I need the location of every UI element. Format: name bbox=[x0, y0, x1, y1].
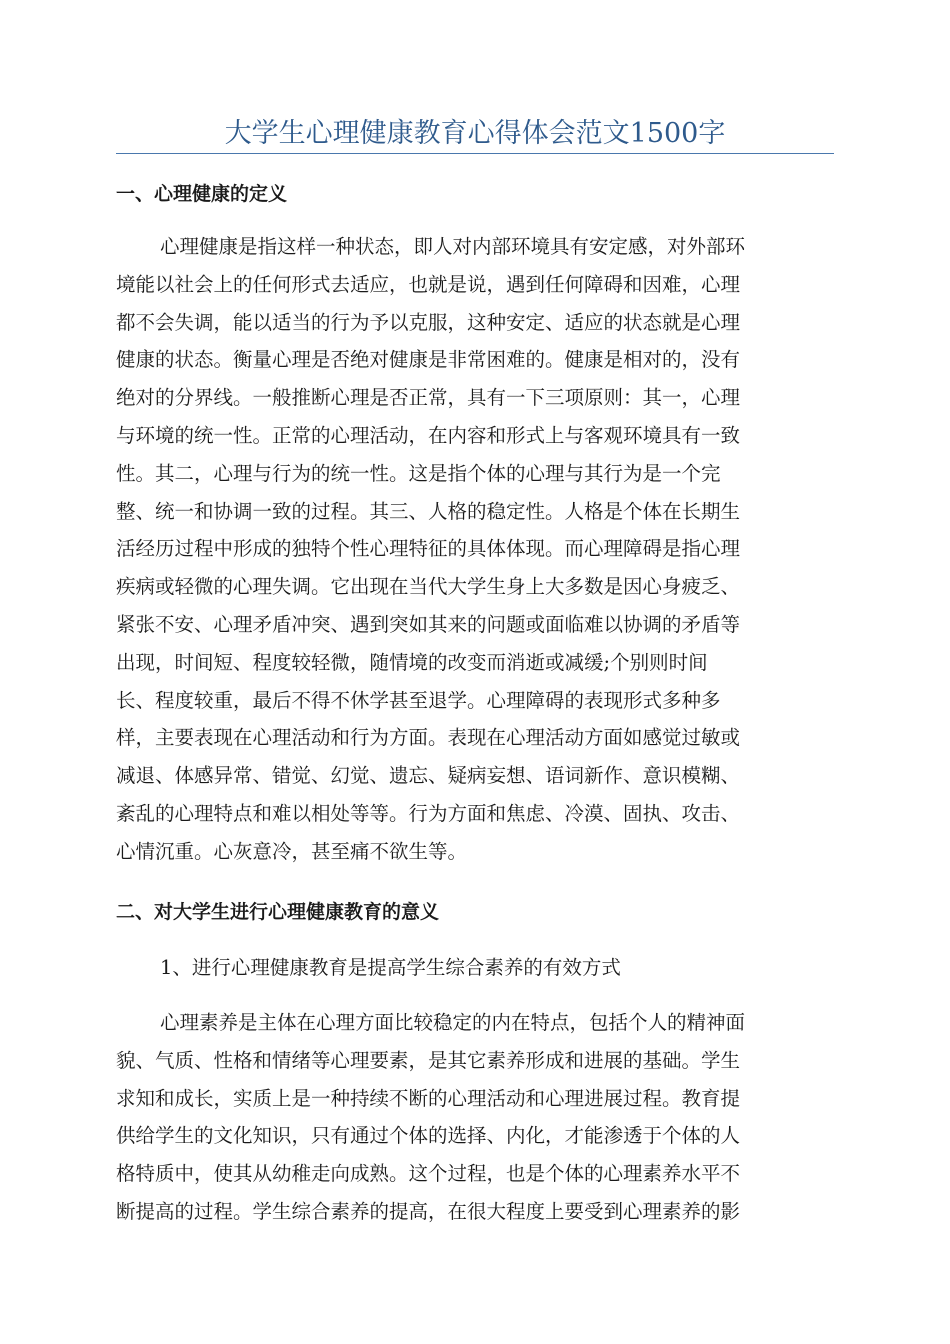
paragraph-line: 心情沉重。心灰意冷，甚至痛不欲生等。 bbox=[116, 839, 468, 863]
paragraph-line: 出现，时间短、程度较轻微，随情境的改变而消逝或减缓;个别则时间 bbox=[116, 650, 708, 674]
paragraph-line: 心理素养是主体在心理方面比较稳定的内在特点，包括个人的精神面 bbox=[160, 1011, 746, 1034]
paragraph-line: 绝对的分界线。一般推断心理是否正常，具有一下三项原则：其一，心理 bbox=[116, 386, 741, 410]
section-1-paragraph bbox=[116, 228, 834, 871]
paragraph-line: 整、统一和协调一致的过程。其三、人格的稳定性。人格是个体在长期生 bbox=[116, 499, 741, 523]
paragraph-line: 活经历过程中形成的独特个性心理特征的具体体现。而心理障碍是指心理 bbox=[116, 537, 741, 561]
paragraph-line: 与环境的统一性。正常的心理活动，在内容和形式上与客观环境具有一致 bbox=[116, 423, 741, 447]
paragraph-line: 疾病或轻微的心理失调。它出现在当代大学生身上大多数是因心身疲乏、 bbox=[116, 575, 741, 599]
paragraph-line: 样，主要表现在心理活动和行为方面。表现在心理活动方面如感觉过敏或 bbox=[116, 726, 741, 750]
paragraph-line: 求知和成长，实质上是一种持续不断的心理活动和心理进展过程。教育提 bbox=[116, 1086, 741, 1110]
paragraph-line: 健康的状态。衡量心理是否绝对健康是非常困难的。健康是相对的，没有 bbox=[116, 348, 741, 372]
paragraph-line: 供给学生的文化知识，只有通过个体的选择、内化，才能渗透于个体的人 bbox=[116, 1124, 741, 1148]
section-1-heading: 一、心理健康的定义 bbox=[116, 183, 288, 205]
paragraph-line: 长、程度较重，最后不得不休学甚至退学。心理障碍的表现形式多种多 bbox=[116, 688, 721, 712]
paragraph-line: 紧张不安、心理矛盾冲突、遇到突如其来的问题或面临难以协调的矛盾等 bbox=[116, 612, 741, 636]
paragraph-line: 境能以社会上的任何形式去适应，也就是说，遇到任何障碍和因难，心理 bbox=[116, 272, 741, 296]
paragraph-line: 性。其二，心理与行为的统一性。这是指个体的心理与其行为是一个完 bbox=[116, 461, 721, 485]
paragraph-line: 格特质中，使其从幼稚走向成熟。这个过程，也是个体的心理素养水平不 bbox=[116, 1162, 741, 1186]
paragraph-line: 减退、体感异常、错觉、幻觉、遗忘、疑病妄想、语词新作、意识模糊、 bbox=[116, 764, 741, 788]
paragraph-line: 断提高的过程。学生综合素养的提高，在很大程度上要受到心理素养的影 bbox=[116, 1199, 741, 1223]
paragraph-line: 都不会失调，能以适当的行为予以克服，这种安定、适应的状态就是心理 bbox=[116, 310, 741, 334]
section-2-heading: 二、对大学生进行心理健康教育的意义 bbox=[116, 901, 440, 923]
section-2-paragraph bbox=[116, 1004, 834, 1231]
paragraph-line: 心理健康是指这样一种状态，即人对内部环境具有安定感，对外部环 bbox=[160, 235, 746, 258]
paragraph-line: 紊乱的心理特点和难以相处等等。行为方面和焦虑、冷漠、固执、攻击、 bbox=[116, 801, 741, 825]
title-underline bbox=[116, 153, 834, 154]
document-title: 大学生心理健康教育心得体会范文1500字 bbox=[224, 118, 726, 149]
section-2-subheading: 1、进行心理健康教育是提高学生综合素养的有效方式 bbox=[160, 956, 621, 979]
paragraph-line: 貌、气质、性格和情绪等心理要素，是其它素养形成和进展的基础。学生 bbox=[116, 1048, 741, 1072]
